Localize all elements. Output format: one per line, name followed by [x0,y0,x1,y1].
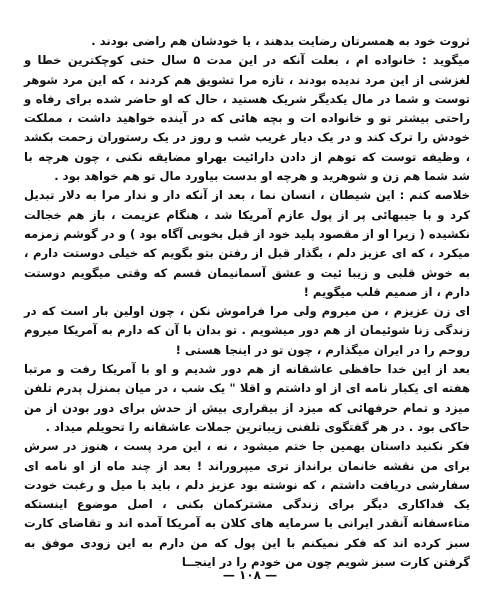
paragraph-4: ای زن عزیزم ، من میروم ولی مرا فراموش نکن ، چون اولین بار است که در زندگی زنا شوئیمان از هم دور میشویم . تو بدان با آن که دارم به آمریکا میروم روحم را در ایران میگذارم ، چون تو در اینجا هستی ! [24,304,470,357]
paragraph-6: فکر نکنید داستان بهمین جا ختم میشود ، نه ، این مرد پست ، هنوز در سرش برای من نقشه خانمان برانداز تری میپروراند ! بعد از چند ماه از او نامه ای سفارشی دریافت داشتم ، که نوشته بود عزیز دلم ، باید با میل و رغبت خودت یک فداکاری دیگر برای زندگی مشترکمان بکنی ، اصل موضوع اینستکه متاءسفانه آنقدر ایرانی با سرمایه های کلان به آمریکا آمده اند و تقاضای کارت سبز کرده اند که فکر نمیکنم با این پول که من دارم به این زودی موفق به گرفتن کارت سبز شویم چون من خودم را در اینجــا [24,439,470,570]
paragraph-5: بعد از این خدا حافظی عاشقانه از هم دور شدیم و او با آمریکا رفت و مرتبا هفته ای یکبار نامه ای از او داشتم و اقلا " یک شب ، در میان بمنزل پدرم تلفن میزد و تمام حرفهائی که میزد از بیقراری بیش از حدش برای دور بودن از من حاکی بود . در هر گفتگوی تلفنی زیباترین جملات عاشقانه را تحویلم میداد . [24,362,470,434]
paragraph-2: میگوید : خانواده ام ، بعلت آنکه در این مدت ۵ سال حتی کوچکترین خطا و لغزشی از این مرد ندیده بودند ، تازه مرا تشویق هم کردند ، که این مرد شوهر توست و شما در مال یکدیگر شریک هستید ، حال که او حاضر شده برای رفاه و راحتی بیشتر تو و خانواده ات و بچه هائی که در آینده خواهید داشت ، مملکت خودش را ترک کند و در یک دیار غریب شب و روز در یک رستوران زحمت بکشد ، وظیفه توست که توهم از دادن دارائیت بهراو مضایقه نکنی ، چون هرچه با شد شما هم زن و شوهرید و هرچه او بدست بیاورد مال تو هم خواهد بود . [24,53,470,184]
page-number: — ۱۰۸ — [222,568,278,582]
paragraph-3: خلاصه کنم : این شیطان ، انسان نما ، بعد از آنکه دار و ندار مرا به دلار تبدیل کرد و با جیبهائی پر از پول عازم آمریکا شد ، هنگام عزیمت ، باز هم خجالت نکشیده ( زیرا او از مقصود پلید خود از قبل بخوبی آگاه بود ) و در گوشم زمزمه میکرد ، که ای عزیز دلم ، بگذار قبل از رفتن بتو بگویم که خیلی دوستت دارم ، به خوش قلبی و زیبا ئیت و عشق آسمانیمان قسم که وقتی میگویم دوستت دارم ، از صمیم قلب میگویم ! [24,188,470,299]
paragraph-1: ثروت خود به همسرتان رضایت بدهند ، یا خودشان هم راضی بودند . [91,34,470,48]
body-text [24,32,470,572]
